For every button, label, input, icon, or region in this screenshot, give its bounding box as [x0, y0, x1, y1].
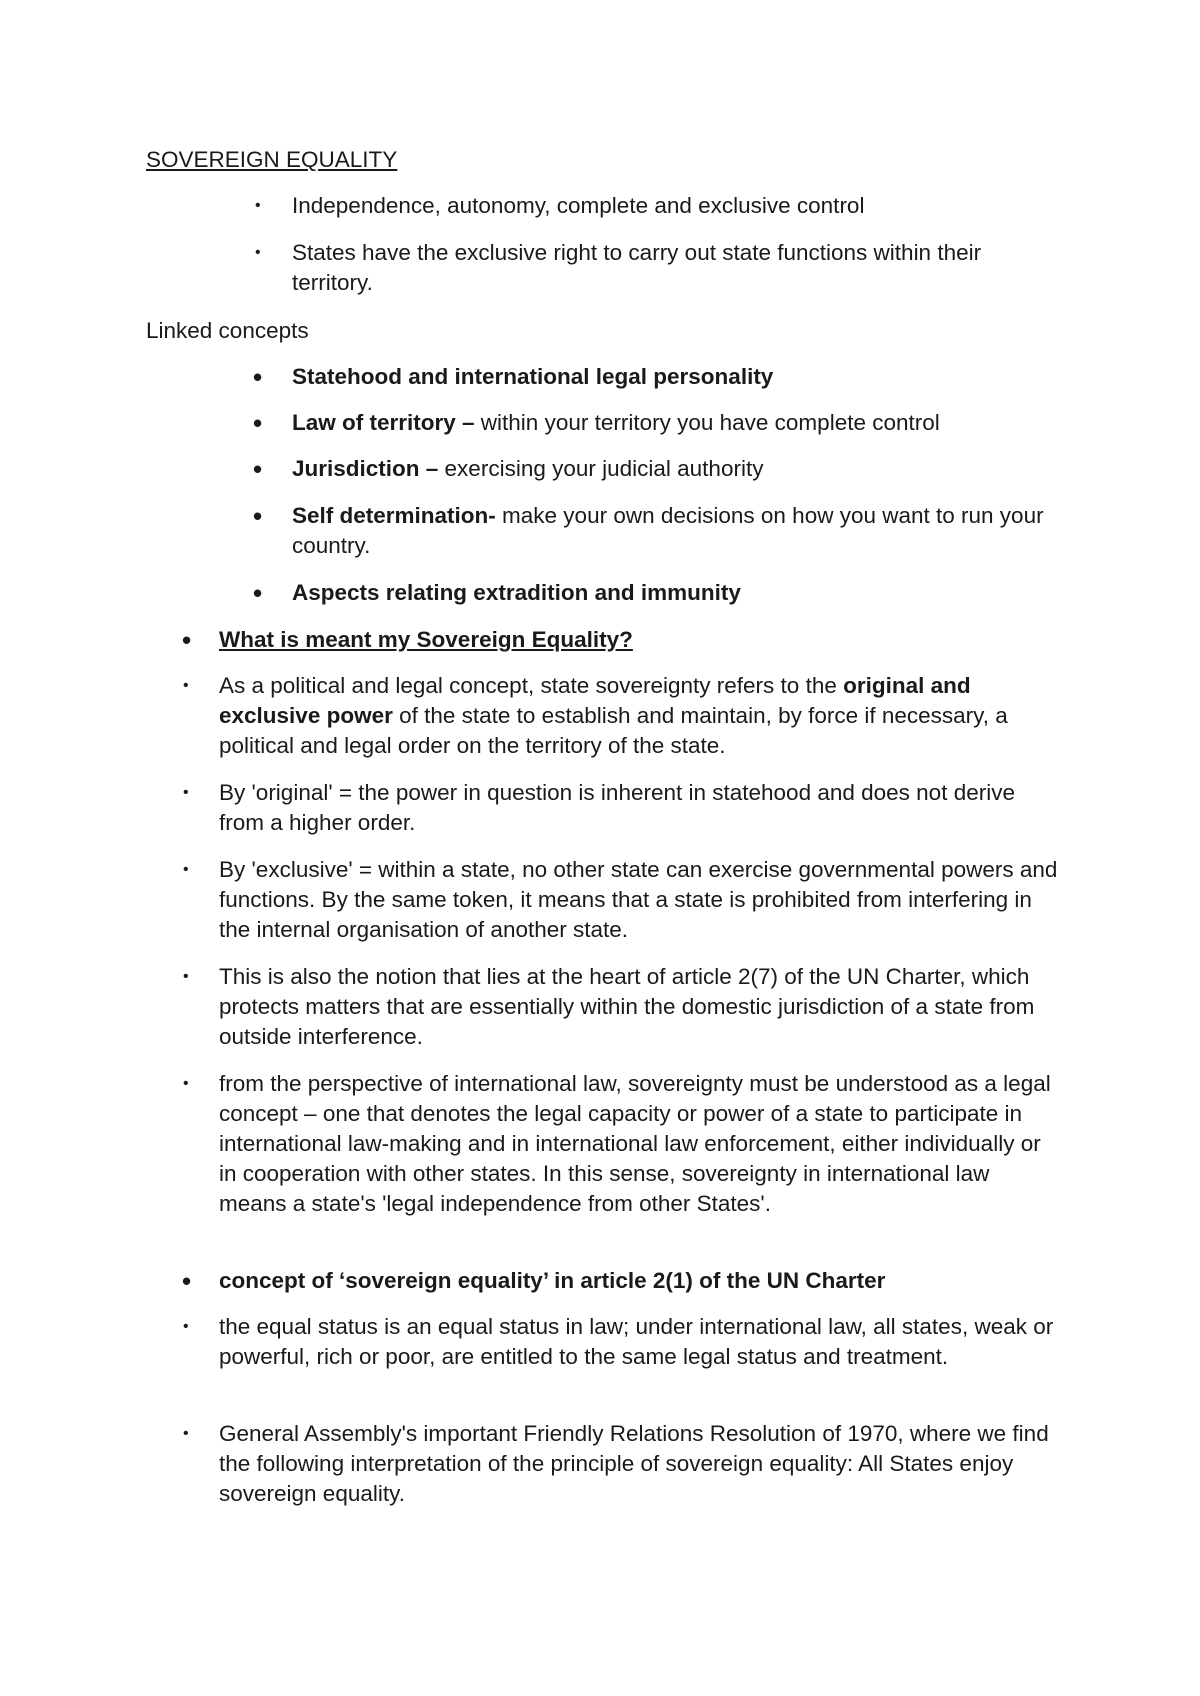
paragraph-text: By 'original' = the power in question is inherent in statehood and does not derive from a higher order.	[219, 780, 1015, 835]
concept-term: Law of territory –	[292, 410, 475, 435]
bullet-icon: •	[183, 677, 189, 694]
list-item	[183, 1312, 1059, 1372]
paragraph-text: from the perspective of international law, sovereignty must be understood as a legal concept – one that denotes the legal capacity or power of a state to participate in international law-making and in international law enforcement, either individually or in cooperation with other states. In this sense, sovereignty in international law means a state's 'legal independence from other States'.	[219, 1071, 1051, 1216]
list-item	[183, 778, 1059, 838]
list-item	[255, 191, 1052, 221]
bullet-icon: •	[253, 501, 263, 531]
page-title: SOVEREIGN EQUALITY	[146, 147, 398, 172]
list-item	[183, 671, 1059, 761]
list-item	[253, 578, 1052, 608]
list-item	[253, 454, 1052, 484]
bullet-icon: •	[183, 784, 189, 801]
concept-term: Statehood and international legal personality	[292, 364, 774, 389]
concept-term: Self determination-	[292, 503, 496, 528]
bullet-icon: •	[255, 197, 261, 214]
paragraph-text: By 'exclusive' = within a state, no other state can exercise governmental powers and functions. By the same token, it means that a state is prohibited from interfering in the internal organisation of another state.	[219, 857, 1058, 942]
question-heading: What is meant my Sovereign Equality?	[219, 627, 633, 652]
bullet-icon: •	[183, 1318, 189, 1335]
list-item	[182, 1266, 1059, 1296]
bullet-icon: •	[182, 1266, 192, 1296]
concept-term: Jurisdiction –	[292, 456, 439, 481]
bullet-icon: •	[253, 408, 263, 438]
concept-desc: exercising your judicial authority	[438, 456, 764, 481]
bullet-icon: •	[253, 578, 263, 608]
list-item	[255, 238, 1052, 298]
bullet-icon: •	[253, 362, 263, 392]
bullet-icon: •	[183, 861, 189, 878]
bullet-icon: •	[182, 625, 192, 655]
paragraph-text: General Assembly's important Friendly Relations Resolution of 1970, where we find the following interpretation of the principle of sovereign equality: All States enjoy sovereign equality.	[219, 1421, 1049, 1506]
list-item	[183, 1069, 1059, 1219]
concept-desc: within your territory you have complete control	[474, 410, 940, 435]
list-item-text: Independence, autonomy, complete and exclusive control	[292, 193, 865, 218]
bullet-icon: •	[253, 454, 263, 484]
paragraph-text: This is also the notion that lies at the heart of article 2(7) of the UN Charter, which protects matters that are essentially within the domestic jurisdiction of a state from outside interference.	[219, 964, 1035, 1049]
section-heading-linked-concepts: Linked concepts	[146, 318, 309, 343]
paragraph-text: the equal status is an equal status in law; under international law, all states, weak or powerful, rich or poor, are entitled to the same legal status and treatment.	[219, 1314, 1054, 1369]
list-item	[253, 501, 1052, 561]
list-item	[183, 855, 1059, 945]
list-item	[183, 1419, 1059, 1509]
bullet-icon: •	[183, 968, 189, 985]
emphasis-text: original and exclusive power	[219, 673, 971, 728]
paragraph-text: of the state to establish and maintain, by force if necessary, a political and legal order on the territory of the state.	[219, 703, 1008, 758]
bullet-icon: •	[183, 1425, 189, 1442]
concept-heading: concept of ‘sovereign equality’ in article 2(1) of the UN Charter	[219, 1268, 886, 1293]
concept-term: Aspects relating extradition and immunity	[292, 580, 741, 605]
list-item	[253, 362, 1052, 392]
list-item	[182, 625, 1059, 655]
bullet-icon: •	[183, 1075, 189, 1092]
concept-desc: make your own decisions on how you want to run your country.	[292, 503, 1044, 558]
list-item	[253, 408, 1052, 438]
list-item	[183, 962, 1059, 1052]
bullet-icon: •	[255, 244, 261, 261]
paragraph-text: As a political and legal concept, state sovereignty refers to the	[219, 673, 844, 698]
list-item-text: States have the exclusive right to carry out state functions within their territory.	[292, 240, 982, 295]
